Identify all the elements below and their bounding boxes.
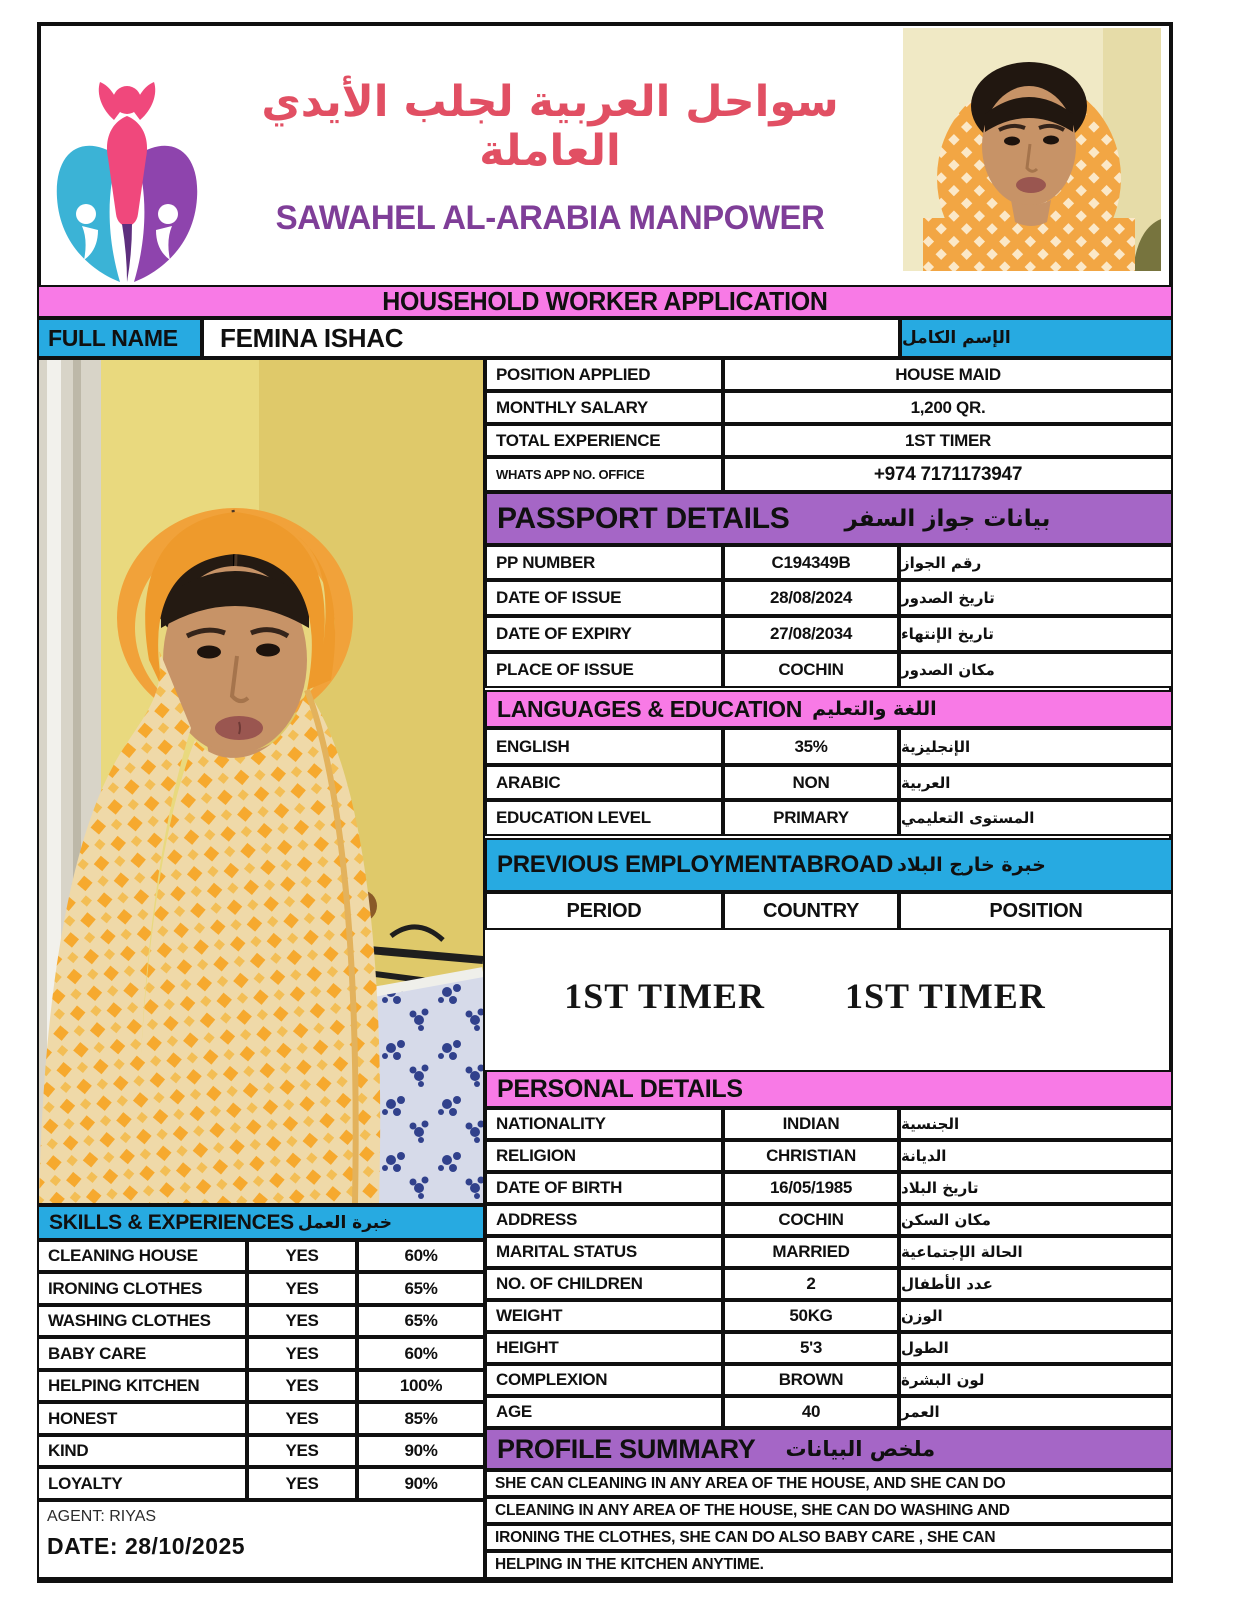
english-label: ENGLISH [485,728,723,765]
passport-details-banner [485,492,1173,545]
skills-experiences-title-arabic: خبرة العمل [297,1212,392,1233]
address-label: ADDRESS [485,1204,723,1236]
agent-name: AGENT: RIYAS [47,1508,157,1525]
position-applied-value: HOUSE MAID [723,358,1173,391]
profile-summary-line: IRONING THE CLOTHES, SHE CAN DO ALSO BABY CARE , SHE CAN [485,1524,1173,1551]
full-name-value: FEMINA ISHAC [202,318,900,358]
education-level-value: PRIMARY [723,800,899,836]
date-of-expiry-label-arabic: تاريخ الإنتهاء [899,616,1173,652]
total-experience-label: TOTAL EXPERIENCE [485,424,723,457]
education-level-label: EDUCATION LEVEL [485,800,723,836]
profile-summary-title: PROFILE SUMMARY [497,1433,756,1464]
skill-kind-yes: YES [247,1435,357,1467]
previous-employment-title: PREVIOUS EMPLOYMENTABROAD [497,851,894,878]
skill-cleaning-house-yes: YES [247,1240,357,1272]
date-of-issue-label: DATE OF ISSUE [485,580,723,616]
pp-number-label: PP NUMBER [485,545,723,580]
weight-label: WEIGHT [485,1300,723,1332]
english-label-arabic: الإنجليزية [899,728,1173,765]
skill-helping-kitchen-pct: 100% [357,1370,485,1402]
place-of-issue-value: COCHIN [723,652,899,688]
arabic-label: ARABIC [485,765,723,800]
address-value: COCHIN [723,1204,899,1236]
date-of-birth-label: DATE OF BIRTH [485,1172,723,1204]
date-of-expiry-value: 27/08/2034 [723,616,899,652]
worker-photo-main [37,358,485,1205]
whatsapp-office-value: +974 7171173947 [723,457,1173,492]
monthly-salary-label: MONTHLY SALARY [485,391,723,424]
skills-experiences-title: SKILLS & EXPERIENCES [49,1210,294,1234]
languages-education-title-arabic: اللغة والتعليم [812,698,937,720]
previous-employment-banner [485,838,1173,892]
company-title-arabic: سواحل العربية لجلب الأيدي العاملة [261,77,839,177]
skill-ironing-clothes-pct: 65% [357,1272,485,1305]
religion-label-arabic: الديانة [899,1140,1173,1172]
whatsapp-office-label: WHATS APP NO. OFFICE [485,457,723,492]
first-timer-note-2: 1ST TIMER [845,976,1046,1016]
skill-helping-kitchen-label: HELPING KITCHEN [37,1370,247,1402]
skill-cleaning-house-pct: 60% [357,1240,485,1272]
skill-ironing-clothes-label: IRONING CLOTHES [37,1272,247,1305]
weight-value: 50KG [723,1300,899,1332]
skill-loyalty-pct: 90% [357,1467,485,1500]
marital-status-value: MARRIED [723,1236,899,1268]
agent-date-block [37,1500,485,1579]
profile-summary-line: HELPING IN THE KITCHEN ANYTIME. [485,1551,1173,1579]
skill-cleaning-house-label: CLEANING HOUSE [37,1240,247,1272]
date-of-expiry-label: DATE OF EXPIRY [485,616,723,652]
skill-kind-label: KIND [37,1435,247,1467]
date-of-issue-label-arabic: تاريخ الصدور [899,580,1173,616]
skill-baby-care-yes: YES [247,1337,357,1370]
period-column-header: PERIOD [485,892,723,930]
languages-education-title: LANGUAGES & EDUCATION [497,695,803,722]
skill-loyalty-yes: YES [247,1467,357,1500]
total-experience-value: 1ST TIMER [723,424,1173,457]
skill-washing-clothes-pct: 65% [357,1305,485,1337]
nationality-label: NATIONALITY [485,1108,723,1140]
pp-number-value: C194349B [723,545,899,580]
arabic-label-arabic: العربية [899,765,1173,800]
age-label: AGE [485,1396,723,1428]
height-label-arabic: الطول [899,1332,1173,1364]
personal-details-banner [485,1070,1173,1108]
previous-employment-title-arabic: خبرة خارج البلاد [897,854,1046,876]
religion-value: CHRISTIAN [723,1140,899,1172]
skill-honest-yes: YES [247,1402,357,1435]
profile-summary-title-arabic: ملخص البيانات [785,1437,936,1461]
place-of-issue-label-arabic: مكان الصدور [899,652,1173,688]
address-label-arabic: مكان السكن [899,1204,1173,1236]
personal-details-title: PERSONAL DETAILS [497,1074,743,1103]
skill-baby-care-label: BABY CARE [37,1337,247,1370]
children-value: 2 [723,1268,899,1300]
date-of-birth-label-arabic: تاريخ البلاد [899,1172,1173,1204]
height-label: HEIGHT [485,1332,723,1364]
passport-details-title: PASSPORT DETAILS [497,501,790,535]
nationality-label-arabic: الجنسية [899,1108,1173,1140]
application-title: HOUSEHOLD WORKER APPLICATION [382,286,828,316]
application-title-banner [37,285,1173,318]
place-of-issue-label: PLACE OF ISSUE [485,652,723,688]
full-name-label: FULL NAME [37,318,202,358]
date-of-issue-value: 28/08/2024 [723,580,899,616]
full-name-label-arabic: الإسم الكامل [900,318,1173,358]
religion-label: RELIGION [485,1140,723,1172]
children-label-arabic: عدد الأطفال [899,1268,1173,1300]
position-column-header: POSITION [899,892,1173,930]
logo-person-arm-right [134,82,155,120]
education-level-label-arabic: المستوى التعليمي [899,800,1173,836]
skill-baby-care-pct: 60% [357,1337,485,1370]
age-label-arabic: العمر [899,1396,1173,1428]
agency-logo [52,64,202,286]
application-date: DATE: 28/10/2025 [47,1533,246,1559]
date-of-birth-value: 16/05/1985 [723,1172,899,1204]
nationality-value: INDIAN [723,1108,899,1140]
complexion-value: BROWN [723,1364,899,1396]
position-applied-label: POSITION APPLIED [485,358,723,391]
company-title-english: SAWAHEL AL-ARABIA MANPOWER [275,198,825,237]
skill-kind-pct: 90% [357,1435,485,1467]
company-title-block [212,78,888,238]
english-value: 35% [723,728,899,765]
skill-washing-clothes-label: WASHING CLOTHES [37,1305,247,1337]
pp-number-label-arabic: رقم الجواز [899,545,1173,580]
weight-label-arabic: الوزن [899,1300,1173,1332]
profile-summary-line: CLEANING IN ANY AREA OF THE HOUSE, SHE CAN DO WASHING AND [485,1497,1173,1524]
profile-summary-line: SHE CAN CLEANING IN ANY AREA OF THE HOUSE, AND SHE CAN DO [485,1470,1173,1497]
age-value: 40 [723,1396,899,1428]
skill-washing-clothes-yes: YES [247,1305,357,1337]
height-value: 5'3 [723,1332,899,1364]
first-timer-note [485,975,1125,1035]
monthly-salary-value: 1,200 QR. [723,391,1173,424]
skill-honest-label: HONEST [37,1402,247,1435]
languages-education-banner [485,690,1173,728]
logo-person-body [107,116,147,226]
children-label: NO. OF CHILDREN [485,1268,723,1300]
marital-status-label-arabic: الحالة الإجتماعية [899,1236,1173,1268]
complexion-label-arabic: لون البشرة [899,1364,1173,1396]
first-timer-note-1: 1ST TIMER [564,976,765,1016]
country-column-header: COUNTRY [723,892,899,930]
passport-details-title-arabic: بيانات جواز السفر [844,505,1051,532]
arabic-value: NON [723,765,899,800]
profile-summary-banner [485,1428,1173,1470]
marital-status-label: MARITAL STATUS [485,1236,723,1268]
skill-loyalty-label: LOYALTY [37,1467,247,1500]
worker-photo-header [903,28,1161,271]
skill-helping-kitchen-yes: YES [247,1370,357,1402]
skill-ironing-clothes-yes: YES [247,1272,357,1305]
skills-experiences-banner [37,1205,485,1240]
skill-honest-pct: 85% [357,1402,485,1435]
logo-person-arm-left [99,82,120,120]
complexion-label: COMPLEXION [485,1364,723,1396]
